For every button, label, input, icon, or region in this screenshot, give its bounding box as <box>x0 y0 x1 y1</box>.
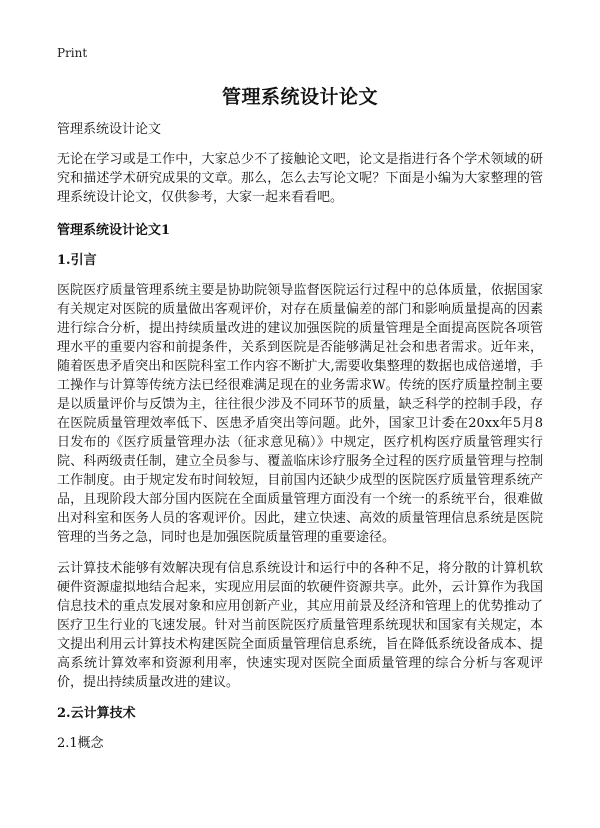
section-heading: 管理系统设计论文1 <box>57 223 171 238</box>
page-title: 管理系统设计论文 <box>221 86 378 108</box>
print-link[interactable]: Print <box>57 46 88 60</box>
subheading-concept: 2.1概念 <box>57 736 104 751</box>
article-body <box>57 120 543 754</box>
intro-paragraph: 无论在学习或是工作中，大家总少不了接触论文吧，论文是指进行各个学术领域的研究和描述学术研究成果的文章。那么，怎么去写论文呢？下面是小编为大家整理的管理系统设计论文，仅供参考，大家一起来看看吧。 <box>57 152 543 205</box>
article-subtitle: 管理系统设计论文 <box>57 122 162 137</box>
heading-introduction: 1.引言 <box>57 253 97 268</box>
body-paragraph-2: 云计算技术能够有效解决现有信息系统设计和运行中的各种不足，将分散的计算机软硬件资源虚拟地结合起来，实现应用层面的软硬件资源共享。此外，云计算作为我国信息技术的重点发展对象和应用创新产业，其应用前景及经济和管理上的优势推动了医疗卫生行业的飞速发展。针对当前医院医疗质量管理系统现状和国家有关规定，本文提出利用云计算技术构建医院全面质量管理信息系统，旨在降低系统设备成本、提高系统计算效率和资源利用率，快速实现对医院全面质量管理的综合分析与客观评价，提出持续质量改进的建议。 <box>57 561 543 690</box>
heading-cloud-computing: 2.云计算技术 <box>57 706 136 721</box>
body-paragraph-1: 医院医疗质量管理系统主要是协助院领导监督医院运行过程中的总体质量，依据国家有关规定对医院的质量做出客观评价，对存在质量偏差的部门和影响质量提高的因素进行综合分析，提出持续质量改进的建议加强医院的质量管理是全面提高医院各项管理水平的重要内容和前提条件，关系到医院是否能够满足社会和患者需求。近年来，随着医患矛盾突出和医院科室工作内容不断扩大,需要收集整理的数据也成倍递增，手工操作与计算等传统方法已经很难满足现在的业务需求W。传统的医疗质量控制主要是以质量评价与反馈为主，往往很少涉及不同环节的质量，缺乏科学的控制手段，存在医院质量管理效率低下、医患矛盾突出等问题。此外，国家卫计委在20xx年5月8日发布的《医疗质量管理办法（征求意见稿）》中规定，医疗机构医疗质量管理实行院、科两级责任制，建立全员参与、覆盖临床诊疗服务全过程的医疗质量管理与控制工作制度。由于规定发布时间较短，目前国内还缺少成型的医院医疗质量管理系统产品，且现阶段大部分国内医院在全面质量管理方面没有一个统一的系统平台，很难做出对科室和医务人员的客观评价。因此，建立快速、高效的质量管理信息系统是医院管理的当务之急，同时也是加强医院质量管理的重要途径。 <box>57 283 543 545</box>
